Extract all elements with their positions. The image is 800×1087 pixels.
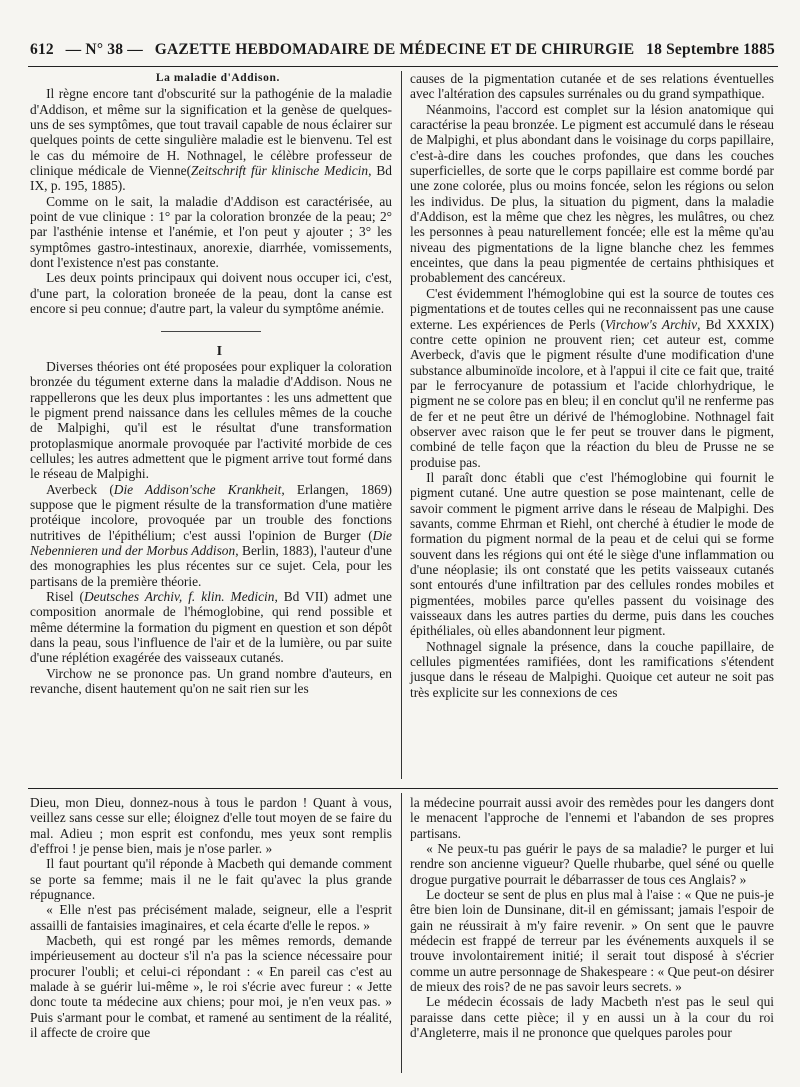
paragraph: « Ne peux-tu pas guérir le pays de sa maladie? le purger et lui rendre son ancienne vigueur? Quelle rhubarbe, quel séné ou quelle drogue purgative pourrait le débarrasser de tous ces Anglais? » <box>410 841 774 887</box>
paragraph: Dieu, mon Dieu, donnez-nous à tous le pardon ! Quant à vous, veillez sans cesse sur elle; éloignez d'elle tout moyen de se faire du mal. Adieu ; mon esprit est confondu, mes yeux sont remplis d'effroi ! je pense bien, mais je n'ose parler. » <box>30 795 392 857</box>
paragraph: causes de la pigmentation cutanée et de ses relations éventuelles avec l'altération des capsules surrénales ou du grand sympathique. <box>410 71 774 102</box>
journal-title: GAZETTE HEBDOMADAIRE DE MÉDECINE ET DE CHIRURGIE <box>154 41 635 58</box>
paragraph: Averbeck (Die Addison'sche Krankheit, Erlangen, 1869) suppose que le pigment résulte de la transformation d'une matière protéique incolore, provoquée par un trouble des fonctions nutritives de l'épithélium; c'est aussi l'opinion de Burger (Die Nebennieren und der Morbus Addison, Berlin, 1883), l'auteur d'une des monographies les plus récentes sur ce sujet. Cela, pour les partisans de la première théorie. <box>30 481 392 589</box>
paragraph: C'est évidemment l'hémoglobine qui est la source de toutes ces pigmentations et de toutes celles qui ne reconnaissent pas une cause externe. Les expériences de Perls (Virchow's Archiv, Bd XXXIX) contre cette opinion ne prouvent rien; cet auteur est, comme Averbeck, d'avis que le pigment résulte d'une modification d'une substance albuminoïde incolore, et à l'appui il cite ce fait que, traité par le ferrocyanure de potassium et l'acide chlorhydrique, le pigment ne se colore pas en bleu; il en conclut qu'il ne renferme pas de fer et ne peut être un dérivé de l'hémoglobine. Nothnagel fait observer avec raison que le fer peut se trouver dans le pigment, combiné de telle façon que la réaction du bleu de Prusse ne se produise pas. <box>410 285 774 470</box>
column-separator <box>401 71 402 779</box>
paragraph: Il paraît donc établi que c'est l'hémoglobine qui fournit le pigment cutané. Une autre question se pose maintenant, celle de savoir comment le pigment arrive dans le réseau de Malpighi. Des savants, comme Ehrman et Riehl, ont cherché à étudier le mode de formation du pigment normal de la peau et de celui qui se forme souvent dans les régions qui ont été le siège d'une inflammation ou d'une néoplasie; ils ont constaté que les petits vaisseaux cutanés sont entourés d'une infiltration par des cellules rondes mobiles et pigmentées, mobiles parce qu'elles passent du voisinage des vaisseaux dans les autres parties du derme, puis dans les couches épithéliales, où elles abandonnent leur pigment. <box>410 469 774 639</box>
paragraph: Néanmoins, l'accord est complet sur la lésion anatomique qui caractérise la peau bronzée. Le pigment est accumulé dans le réseau de Malpighi, et plus abondant dans le voisinage du corps papillaire, c'est-à-dire dans les couches profondes, que dans les couches superficielles, de sorte que le corps papillaire est comme bordé par une zone colorée, plus ou moins foncée, selon les régions ou selon les individus. De plus, la situation du pigment, dans la maladie d'Addison, est la même que chez les nègres, les mulâtres, ou chez les personnes à peau naturellement foncée; elle est la même qu'au niveau des pigmentations de la ligne blanche chez les femmes enceintes, que dans la peau pigmentée de certains phthisiques et probablement des cancéreux. <box>410 101 774 286</box>
paragraph: Les deux points principaux qui doivent nous occuper ici, c'est, d'une part, la coloration broneée de la peau, dont la canse est encore si peu connue; d'autre part, la valeur du symptôme anémie. <box>30 270 392 317</box>
paragraph: Comme on le sait, la maladie d'Addison est caractérisée, au point de vue clinique : 1° par la coloration bronzée de la peau; 2° par l'asthénie intense et l'anémie, et l'on peut y ajouter ; 3° les symptômes gastro-intestinaux, anorexie, diarrhée, vomissements, dont l'existence n'est pas constante. <box>30 193 392 271</box>
page-header <box>30 41 775 63</box>
paragraph: Il faut pourtant qu'il réponde à Macbeth qui demande comment se porte sa femme; mais il ne le fait qu'avec la plus grande répugnance. <box>30 856 392 903</box>
paragraph: Le médecin écossais de lady Macbeth n'est pas le seul qui paraisse dans cette pièce; il y en aussi un à la cour du roi d'Angleterre, mais il ne prononce que quelques paroles pour <box>410 994 774 1041</box>
paragraph: la médecine pourrait aussi avoir des remèdes pour les dangers dont le menacent l'approche de l'ennemi et l'abandon de ses propres partisans. <box>410 795 774 841</box>
bottom-left-column <box>30 795 392 1041</box>
issue-number: — N° 38 — <box>65 41 143 58</box>
paragraph: Le docteur se sent de plus en plus mal à l'aise : « Que ne puis-je être bien loin de Dunsinane, dit-il en gémissant; jamais l'espoir de gain ne réussirait à m'y faire revenir. » On sent que le pauvre médecin est frappé de terreur par les événements auxquels il se trouve involontairement initié; il serait tout disposé à s'écrier comme un autre personnage de Shakespeare : « Que peut-on désirer de mieux des rois? de ne pas savoir leurs secrets. » <box>410 887 774 995</box>
left-column <box>30 71 392 696</box>
paragraph: Macbeth, qui est rongé par les mêmes remords, demande impérieusement au docteur s'il n'a pas la science nécessaire pour procurer l'oubli; et celui-ci répondant : « En pareil cas c'est au malade à se guérir lui-même », le roi s'écrie avec fureur : « Jette donc toute ta médecine aux chiens; pour moi, je n'en veux pas. » Puis s'armant pour le combat, et ramené au sentiment de la réalité, il affecte de croire que <box>30 933 392 1041</box>
feuilleton-rule <box>28 788 778 789</box>
paragraph: Risel (Deutsches Archiv, f. klin. Medicin, Bd VII) admet une composition anormale de l'hémoglobine, qui rend possible et même détermine la formation du pigment en question et son dépôt dans la peau, sous l'influence de l'air et de la lumière, ou par suite d'une réplétion exagérée des vaisseaux cutanés. <box>30 589 392 666</box>
paragraph: Virchow ne se prononce pas. Un grand nombre d'auteurs, en revanche, disent hautement qu'on ne sait rien sur les <box>30 665 392 697</box>
issue-date: 18 Septembre 1885 <box>646 41 775 58</box>
paragraph: Nothnagel signale la présence, dans la couche papillaire, de cellules pigmentées ramifiées, dont les ramifications s'étendent jusque dans le réseau de Malpighi. Quoique cet auteur ne soit pas très explicite sur les connexions de ces <box>410 638 774 700</box>
article-title: La maladie d'Addison. <box>155 72 280 84</box>
section-divider <box>161 331 261 332</box>
column-separator <box>401 793 402 1073</box>
right-column <box>410 71 774 700</box>
section-heading: I <box>216 343 223 359</box>
paragraph: Il règne encore tant d'obscurité sur la pathogénie de la maladie d'Addison, et même sur la signification et la genèse de quelques-uns de ses symptômes, que tout travail capable de nous éclairer sur quelques points de cette singulière maladie est le bienvenu. Tel est le cas du mémoire de H. Nothnagel, le célèbre professeur de clinique médicale de Vienne(Zeitschrift für klinische Medicin, Bd IX, p. 195, 1885). <box>30 86 392 194</box>
page-number: 612 <box>30 41 54 58</box>
paragraph: Diverses théories ont été proposées pour expliquer la coloration bronzée du tégument externe dans la maladie d'Addison. Nous ne rappellerons que les deux plus importantes : les uns admettent que le pigment prend naissance dans les cellules mêmes de la couche de Malpighi, qu'il est le résultat d'une transformation protoplasmique anormale provoquée par l'activité morbide de ces cellules; les autres admettent que le pigment arrive tout formé dans le réseau de Malpighi. <box>30 358 392 482</box>
header-rule <box>28 66 778 67</box>
paragraph: « Elle n'est pas précisément malade, seigneur, elle a l'esprit assailli de fantaisies imaginaires, et cela écarte d'elle le repos. » <box>30 902 392 933</box>
bottom-right-column <box>410 795 774 1041</box>
